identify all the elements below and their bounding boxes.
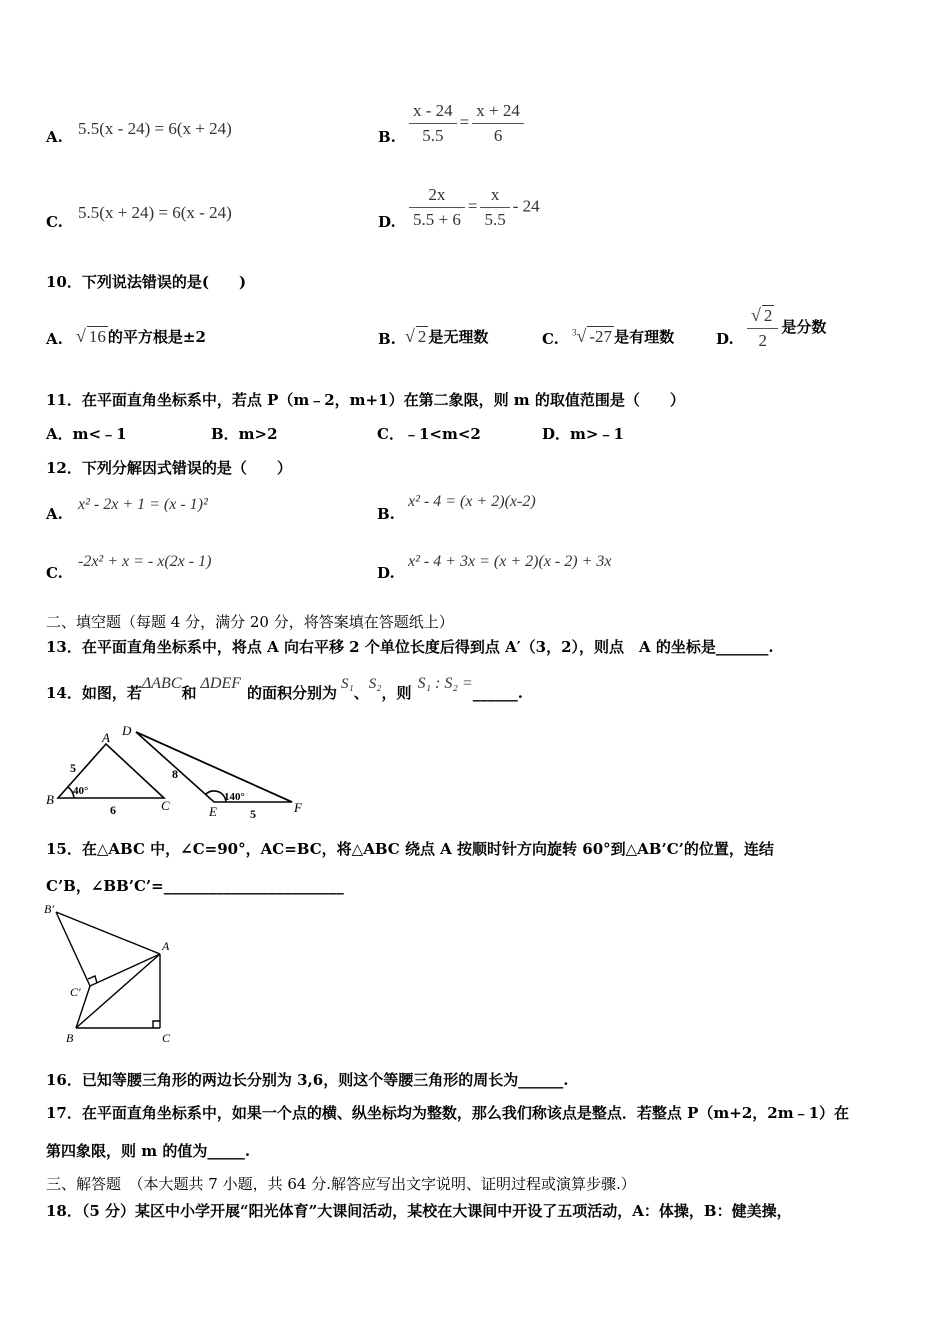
q16-text: 16．已知等腰三角形的两边长分别为 3,6，则这个等腰三角形的周长为______. xyxy=(46,1071,569,1089)
q10-option-a: √ 16 的平方根是±2 xyxy=(76,326,206,346)
q15-line-2: C’B，∠BB’C’=________________________ xyxy=(46,877,344,895)
q9-option-b-label: B. xyxy=(378,128,396,146)
q10-option-b-label: B. xyxy=(378,330,396,348)
figure-14-triangles xyxy=(44,722,314,822)
q12-option-a-label: A. xyxy=(46,505,63,523)
fig15-label-b-prime: B′ xyxy=(44,902,54,916)
fig14-side-bc: 6 xyxy=(110,803,116,817)
q10-option-b: √ 2 是无理数 xyxy=(405,326,489,346)
q12-option-d-expr: x² - 4 + 3x = (x + 2)(x - 2) + 3x xyxy=(408,553,612,570)
fig14-angle-b-label: 40° xyxy=(73,785,89,797)
q11-stem: 11．在平面直角坐标系中，若点 P（m﹣2，m+1）在第二象限，则 m 的取值范围是（ ） xyxy=(46,391,685,409)
right-angle-c xyxy=(153,1021,160,1028)
q10-option-a-label: A. xyxy=(46,330,63,348)
segment-b1-a xyxy=(56,912,160,954)
q10-option-c-label: C. xyxy=(542,330,559,348)
fig14-label-e: E xyxy=(209,804,217,819)
fig15-label-a: A xyxy=(162,939,170,953)
q18-text: 18．（5 分）某区中小学开展“阳光体育”大课间活动，某校在大课间中开设了五项活动，A：体操，B：健美操， xyxy=(46,1202,792,1220)
segment-c1-a xyxy=(90,954,160,986)
section-2-heading: 二、填空题（每题 4 分，满分 20 分，将答案填在答题纸上） xyxy=(46,613,454,631)
q13-text: 13．在平面直角坐标系中，将点 A 向右平移 2 个单位长度后得到点 A′（3，2），则点 A 的坐标是_______. xyxy=(46,638,774,656)
right-angle-c1 xyxy=(88,976,97,983)
q10-stem: 10．下列说法错误的是( ) xyxy=(46,273,247,291)
q12-option-c-label: C. xyxy=(46,564,63,582)
q12-option-d-label: D. xyxy=(377,564,395,582)
q9-option-d-equation: $\frac{2x}{5.5 + 6}$ = $\frac{x}{5.5}$ - 24 xyxy=(406,185,540,230)
fig14-label-b: B xyxy=(46,792,54,807)
fig15-label-c: C xyxy=(162,1031,171,1045)
fig14-label-d: D xyxy=(122,723,132,738)
fig14-side-ef: 5 xyxy=(250,807,256,821)
q11-option-d: D．m>﹣1 xyxy=(542,425,624,443)
section-3-heading: 三、解答题 （本大题共 7 小题，共 64 分.解答应写出文字说明、证明过程或演算步骤.） xyxy=(46,1175,636,1193)
q12-stem: 12．下列分解因式错误的是（ ） xyxy=(46,459,292,477)
fig14-label-f: F xyxy=(294,800,302,815)
q11-option-a: A．m<﹣1 xyxy=(46,425,127,443)
q12-option-b-label: B. xyxy=(377,505,395,523)
q9-option-b-equation: $\frac{x - 24}{5.5}$ = $\frac{x + 24}{6}$ xyxy=(406,101,527,146)
q9-option-a-label: A. xyxy=(46,128,63,146)
q12-option-c-expr: -2x² + x = - x(2x - 1) xyxy=(78,553,212,570)
fig14-angle-e-label: 140° xyxy=(224,791,245,803)
q11-option-b: B．m>2 xyxy=(211,425,278,443)
figure-15-rotation xyxy=(40,900,180,1050)
fig14-side-ab: 5 xyxy=(70,761,76,775)
fig14-label-c: C xyxy=(161,798,170,813)
fig15-label-b: B xyxy=(66,1031,74,1045)
q12-option-b-expr: x² - 4 = (x + 2)(x-2) xyxy=(408,493,536,510)
q17-line-2: 第四象限，则 m 的值为_____. xyxy=(46,1142,251,1160)
q10-option-c: $^3$√ -27 是有理数 xyxy=(572,326,675,346)
q12-option-a-expr: x² - 2x + 1 = (x - 1)² xyxy=(78,496,208,513)
q9-option-c-equation: 5.5(x + 24) = 6(x - 24) xyxy=(78,203,232,222)
q14-text: 14．如图，若ΔABC和ΔDEF的面积分别为 S₁、S₂，则S₁ : S₂ =______. xyxy=(46,675,523,702)
q11-option-c: C．﹣1<m<2 xyxy=(377,425,481,443)
q15-line-1: 15．在△ABC 中，∠C=90°，AC=BC，将△ABC 绕点 A 按顺时针方向旋转 60°到△AB’C’的位置，连结 xyxy=(46,840,774,858)
q9-option-a-equation: 5.5(x - 24) = 6(x + 24) xyxy=(78,119,232,138)
q9-option-c-label: C. xyxy=(46,213,63,231)
fig14-side-de: 8 xyxy=(172,767,178,781)
q9-option-d-label: D. xyxy=(378,213,396,231)
q17-line-1: 17．在平面直角坐标系中，如果一个点的横、纵坐标均为整数，那么我们称该点是整点．若整点 P（m+2，2m﹣1）在 xyxy=(46,1104,850,1122)
q10-option-d-label: D. xyxy=(716,330,734,348)
fig14-label-a: A xyxy=(102,730,110,745)
q10-option-d: $\frac{√ 2}{2}$ 是分数 xyxy=(744,305,826,351)
fig15-label-c-prime: C′ xyxy=(70,985,81,999)
